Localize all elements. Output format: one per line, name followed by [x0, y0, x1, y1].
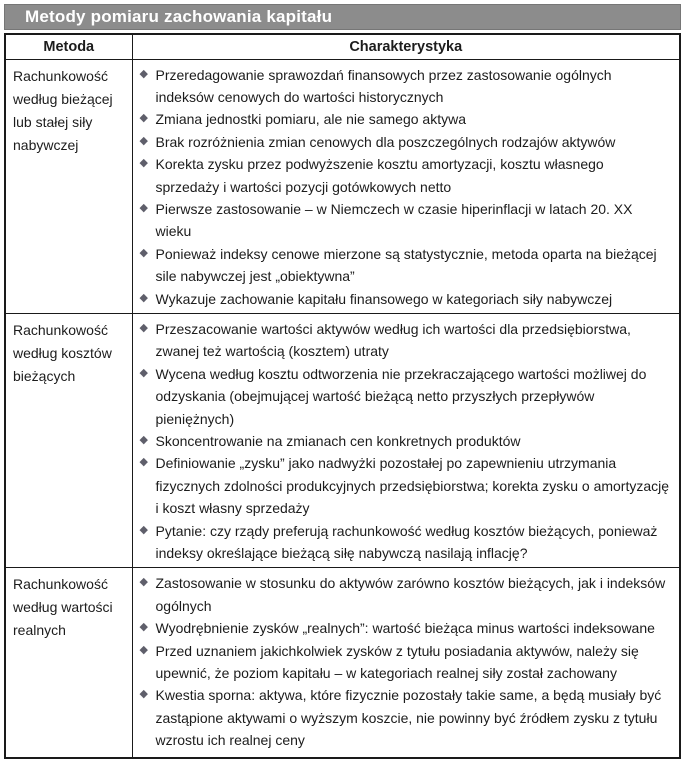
column-header-charakterystyka: Charakterystyka: [132, 34, 680, 59]
bullet-list: [139, 318, 672, 564]
list-item: [139, 64, 672, 109]
diamond-bullet-icon: ◆: [139, 621, 148, 634]
characteristics-cell: [132, 568, 680, 758]
bullet-text: Kwestia sporna: aktywa, które fizycznie pozostały takie same, a będą musiały być zastąpione aktywami o wyższym koszcie, nie powinny być źródłem zysku z tytułu wzrostu ich realnej ceny: [155, 687, 662, 749]
bullet-text: Wycena według kosztu odtworzenia nie przekraczającego wartości możliwej do odzyskania (obejmującej wartość bieżącą netto przyszłych przepływów pieniężnych): [155, 365, 647, 427]
diamond-bullet-icon: ◆: [139, 201, 148, 214]
list-item: [139, 198, 672, 243]
diamond-bullet-icon: ◆: [139, 246, 148, 259]
methods-table: [4, 33, 681, 759]
bullet-text: Skoncentrowanie na zmianach cen konkretnych produktów: [155, 433, 521, 449]
list-item: [139, 640, 672, 685]
list-item: [139, 684, 672, 751]
diamond-bullet-icon: ◆: [139, 366, 148, 379]
bullet-text: Pytanie: czy rządy preferują rachunkowość według kosztów bieżących, ponieważ indeksy określające bieżącą siłę nabywczą nasilają inflację?: [155, 522, 658, 562]
characteristics-cell: [132, 59, 680, 313]
list-item: [139, 108, 672, 130]
column-header-metoda: Metoda: [5, 34, 132, 59]
list-item: [139, 452, 672, 519]
diamond-bullet-icon: ◆: [139, 643, 148, 656]
bullet-text: Zastosowanie w stosunku do aktywów zarówno kosztów bieżących, jak i indeksów ogólnych: [155, 575, 666, 614]
list-item: [139, 153, 672, 198]
diamond-bullet-icon: ◆: [139, 134, 148, 147]
diamond-bullet-icon: ◆: [139, 321, 148, 334]
diamond-bullet-icon: ◆: [139, 291, 148, 304]
diamond-bullet-icon: ◆: [139, 456, 148, 469]
method-cell: Rachunkowość według kosztów bieżących: [5, 313, 132, 567]
page-title: Metody pomiaru zachowania kapitału: [25, 7, 333, 26]
method-cell: Rachunkowość według bieżącej lub stałej siły nabywczej: [5, 59, 132, 313]
method-cell: Rachunkowość według wartości realnych: [5, 568, 132, 758]
bullet-text: Przeszacowanie wartości aktywów według ich wartości dla przedsiębiorstwa, zwanej też wartością (kosztem) utraty: [155, 320, 631, 360]
bullet-list: [139, 572, 672, 751]
list-item: [139, 520, 672, 565]
page-title-bar: [4, 4, 681, 30]
bullet-text: Przed uznaniem jakichkolwiek zysków z tytułu posiadania aktywów, należy się upewnić, że poziom kapitału – w kategoriach realnej siły został zachowany: [155, 642, 639, 682]
bullet-text: Pierwsze zastosowanie – w Niemczech w czasie hiperinflacji w latach 20. XX wieku: [155, 200, 633, 240]
characteristics-cell: [132, 313, 680, 567]
diamond-bullet-icon: ◆: [139, 576, 148, 589]
list-item: [139, 363, 672, 430]
bullet-text: Korekta zysku przez podwyższenie kosztu amortyzacji, kosztu własnego sprzedaży i wartości pozycji gotówkowych netto: [155, 156, 604, 195]
diamond-bullet-icon: ◆: [139, 157, 148, 170]
bullet-text: Przeredagowanie sprawozdań finansowych przez zastosowanie ogólnych indeksów cenowych do wartości historycznych: [155, 66, 612, 105]
list-item: [139, 288, 672, 310]
diamond-bullet-icon: ◆: [139, 523, 148, 536]
diamond-bullet-icon: ◆: [139, 112, 148, 125]
diamond-bullet-icon: ◆: [139, 67, 148, 80]
table-row: [5, 59, 680, 313]
list-item: [139, 430, 672, 452]
bullet-text: Ponieważ indeksy cenowe mierzone są statystycznie, metoda oparta na bieżącej sile nabywczej jest „obiektywna”: [155, 245, 657, 285]
bullet-list: [139, 64, 672, 310]
list-item: [139, 131, 672, 153]
diamond-bullet-icon: ◆: [139, 688, 148, 701]
bullet-text: Zmiana jednostki pomiaru, ale nie samego aktywa: [155, 111, 466, 128]
table-header-row: [5, 34, 680, 59]
bullet-text: Wykazuje zachowanie kapitału finansowego w kategoriach siły nabywczej: [155, 290, 613, 307]
table-row: [5, 568, 680, 758]
bullet-text: Definiowanie „zysku” jako nadwyżki pozostałej po zapewnieniu utrzymania fizycznych zdolności produkcyjnych przedsiębiorstwa; korekta zysku o amortyzację i koszt własny sprzedaży: [155, 455, 670, 517]
diamond-bullet-icon: ◆: [139, 434, 148, 446]
list-item: [139, 617, 672, 639]
list-item: [139, 318, 672, 363]
list-item: [139, 243, 672, 288]
bullet-text: Brak rozróżnienia zmian cenowych dla poszczególnych rodzajów aktywów: [155, 133, 616, 150]
table-row: [5, 313, 680, 567]
list-item: [139, 572, 672, 617]
bullet-text: Wyodrębnienie zysków „realnych”: wartość bieżąca minus wartości indeksowane: [155, 620, 655, 637]
